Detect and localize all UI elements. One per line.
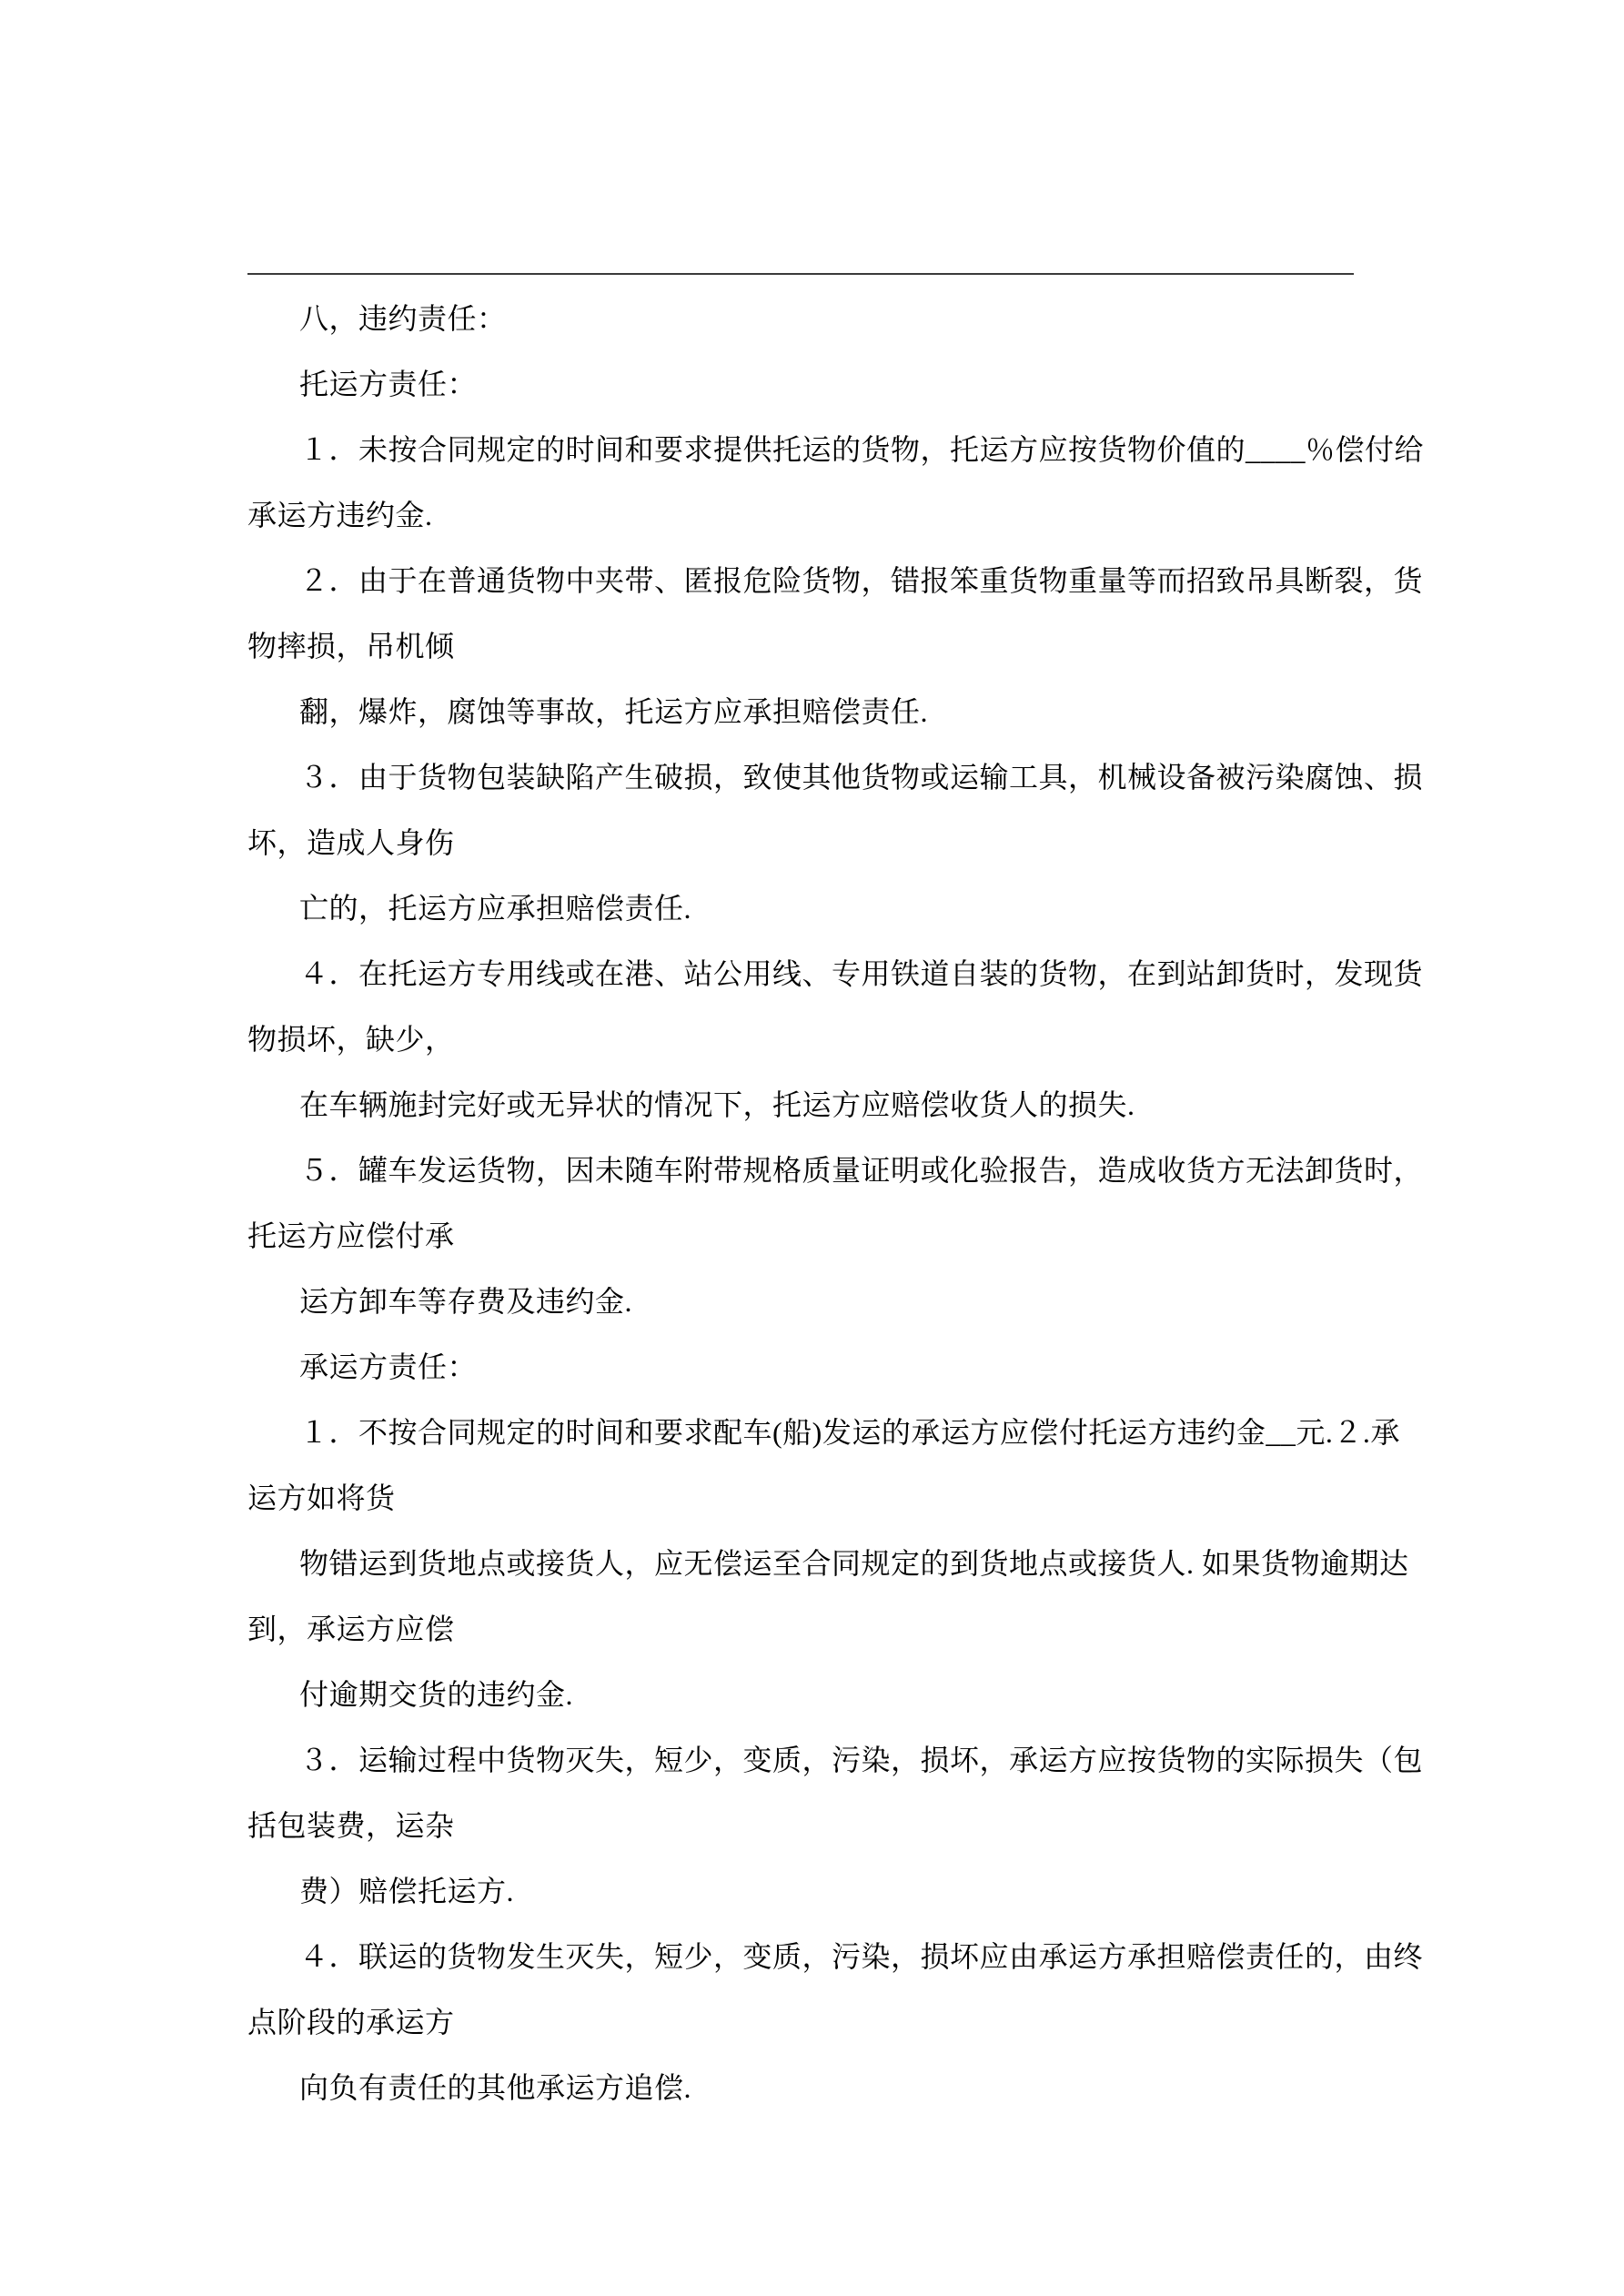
document-text-block <box>247 286 1430 2120</box>
document-line: 付逾期交货的违约金. <box>299 1678 574 1711</box>
document-line: ５．罐车发运货物，因未随车附带规格质量证明或化验报告，造成收货方无法卸货时， <box>299 1154 1424 1187</box>
document-line: 托运方应偿付承 <box>247 1219 455 1252</box>
document-line: 向负有责任的其他承运方追偿. <box>299 2071 692 2104</box>
document-line: ２．由于在普通货物中夹带、匿报危险货物，错报笨重货物重量等而招致吊具断裂，货 <box>299 564 1424 597</box>
document-line: ３．由于货物包装缺陷产生破损，致使其他货物或运输工具，机械设备被污染腐蚀、损 <box>299 761 1424 794</box>
document-line: １．不按合同规定的时间和要求配车(船)发运的承运方应偿付托运方违约金__元.２.承 <box>299 1416 1400 1449</box>
document-line: ３．运输过程中货物灭失，短少，变质，污染，损坏，承运方应按货物的实际损失（包 <box>299 1744 1424 1776</box>
document-line: 翻，爆炸，腐蚀等事故，托运方应承担赔偿责任. <box>299 695 929 728</box>
document-line: 物损坏，缺少， <box>247 1023 455 1056</box>
document-line: ４．联运的货物发生灭失，短少，变质，污染，损坏应由承运方承担赔偿责任的，由终 <box>299 1940 1424 1973</box>
document-line: 八，违约责任： <box>299 302 507 335</box>
document-line: 托运方责任： <box>299 368 478 400</box>
document-content <box>247 273 1430 2120</box>
document-line: 承运方违约金. <box>247 499 433 531</box>
document-line: 运方如将货 <box>247 1482 396 1514</box>
document-line: 点阶段的承运方 <box>247 2006 455 2038</box>
document-line: 运方卸车等存费及违约金. <box>299 1285 633 1318</box>
document-line: 到，承运方应偿 <box>247 1613 455 1645</box>
document-line: 亡的，托运方应承担赔偿责任. <box>299 892 692 925</box>
document-line: 费）赔偿托运方. <box>299 1875 515 1907</box>
horizontal-rule <box>247 273 1354 275</box>
document-line: １．未按合同规定的时间和要求提供托运的货物，托运方应按货物价值的____％偿付给 <box>299 433 1425 466</box>
document-line: 在车辆施封完好或无异状的情况下，托运方应赔偿收货人的损失. <box>299 1088 1135 1121</box>
document-line: 承运方责任： <box>299 1350 478 1383</box>
document-line: 物摔损，吊机倾 <box>247 630 455 663</box>
document-line: 坏，造成人身伤 <box>247 826 455 859</box>
document-line: 物错运到货地点或接货人，应无偿运至合同规定的到货地点或接货人. 如果货物逾期达 <box>299 1547 1409 1580</box>
document-line: ４．在托运方专用线或在港、站公用线、专用铁道自装的货物，在到站卸货时，发现货 <box>299 957 1424 990</box>
document-line: 括包装费，运杂 <box>247 1809 455 1842</box>
